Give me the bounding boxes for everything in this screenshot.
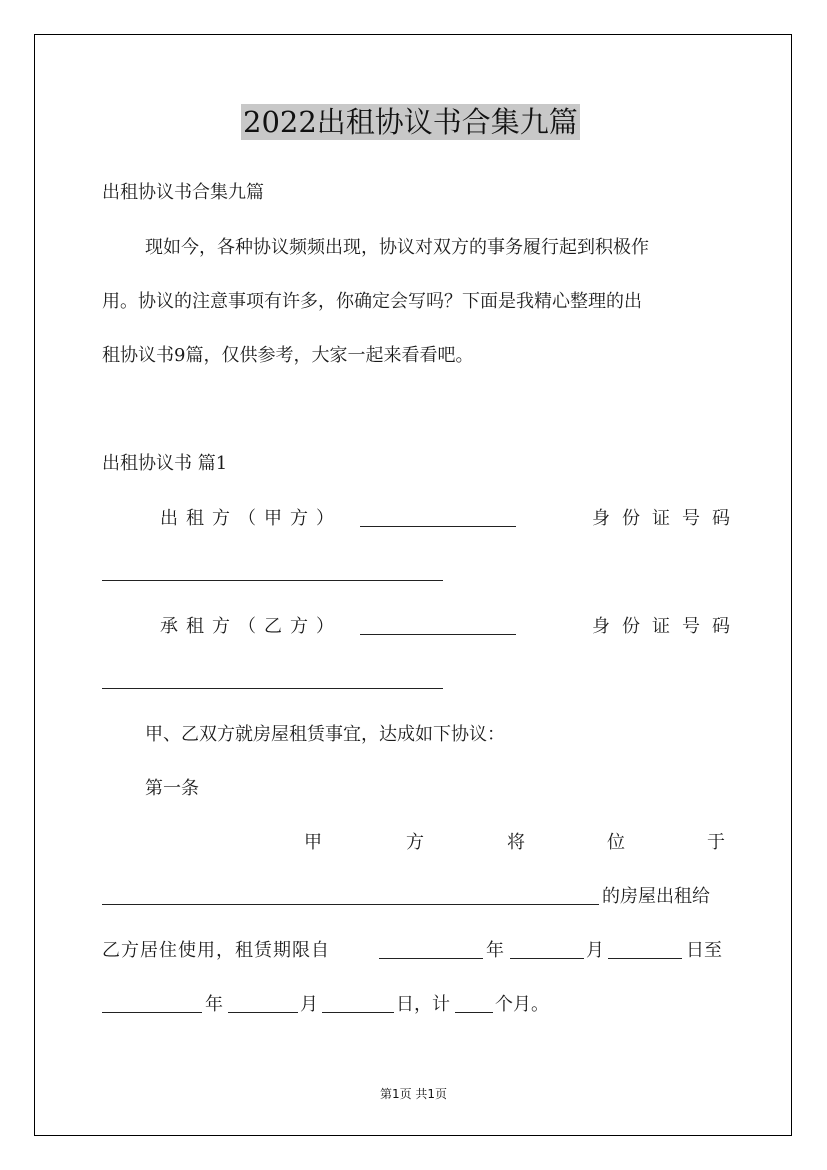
- start-day-blank: [608, 940, 682, 959]
- end-month-blank: [228, 994, 298, 1013]
- lessor-name-blank: [360, 508, 516, 527]
- article-1-word-5: 于: [707, 832, 725, 853]
- end-month-label: 月: [300, 994, 318, 1015]
- article-1-word-3: 将: [507, 832, 525, 853]
- lessor-label: 出租方（甲方）: [160, 508, 342, 529]
- document-subtitle: 出租协议书合集九篇: [102, 182, 264, 203]
- section-heading: 出租协议书 篇1: [102, 453, 228, 474]
- lessor-id-blank: [102, 562, 443, 581]
- house-rent-suffix: 的房屋出租给: [602, 886, 710, 907]
- months-label: 个月。: [495, 994, 549, 1015]
- lessee-name-blank: [360, 616, 516, 635]
- lease-term-prefix: 乙方居住使用，租赁期限自: [102, 940, 330, 961]
- end-year-blank: [102, 994, 202, 1013]
- article-1-word-4: 位: [607, 832, 625, 853]
- lessee-id-label: 身份证号码: [592, 616, 742, 637]
- intro-line-2: 用。协议的注意事项有许多，你确定会写吗？下面是我精心整理的出: [102, 291, 642, 312]
- page-footer: 第1页 共1页: [379, 1087, 448, 1101]
- document-title: 2022出租协议书合集九篇: [243, 105, 578, 139]
- agreement-intro: 甲、乙双方就房屋租赁事宜，达成如下协议：: [145, 724, 505, 745]
- lessee-id-blank: [102, 670, 443, 689]
- intro-line-1: 现如今，各种协议频频出现，协议对双方的事务履行起到积极作: [145, 237, 649, 258]
- end-day-total-label: 日，计: [396, 994, 450, 1015]
- house-address-blank: [102, 886, 599, 905]
- start-month-label: 月: [586, 940, 604, 961]
- start-year-label: 年: [486, 940, 504, 961]
- end-year-label: 年: [205, 994, 223, 1015]
- lessor-id-label: 身份证号码: [592, 508, 742, 529]
- end-day-blank: [322, 994, 394, 1013]
- intro-line-3: 租协议书9篇，仅供参考，大家一起来看看吧。: [102, 345, 474, 366]
- lessee-label: 承租方（乙方）: [160, 616, 342, 637]
- article-1-word-1: 甲: [304, 832, 322, 853]
- start-month-blank: [510, 940, 584, 959]
- start-year-blank: [379, 940, 483, 959]
- total-months-blank: [455, 994, 493, 1013]
- article-1-word-2: 方: [406, 832, 424, 853]
- article-1-heading: 第一条: [145, 778, 199, 799]
- start-day-to-label: 日至: [686, 940, 722, 961]
